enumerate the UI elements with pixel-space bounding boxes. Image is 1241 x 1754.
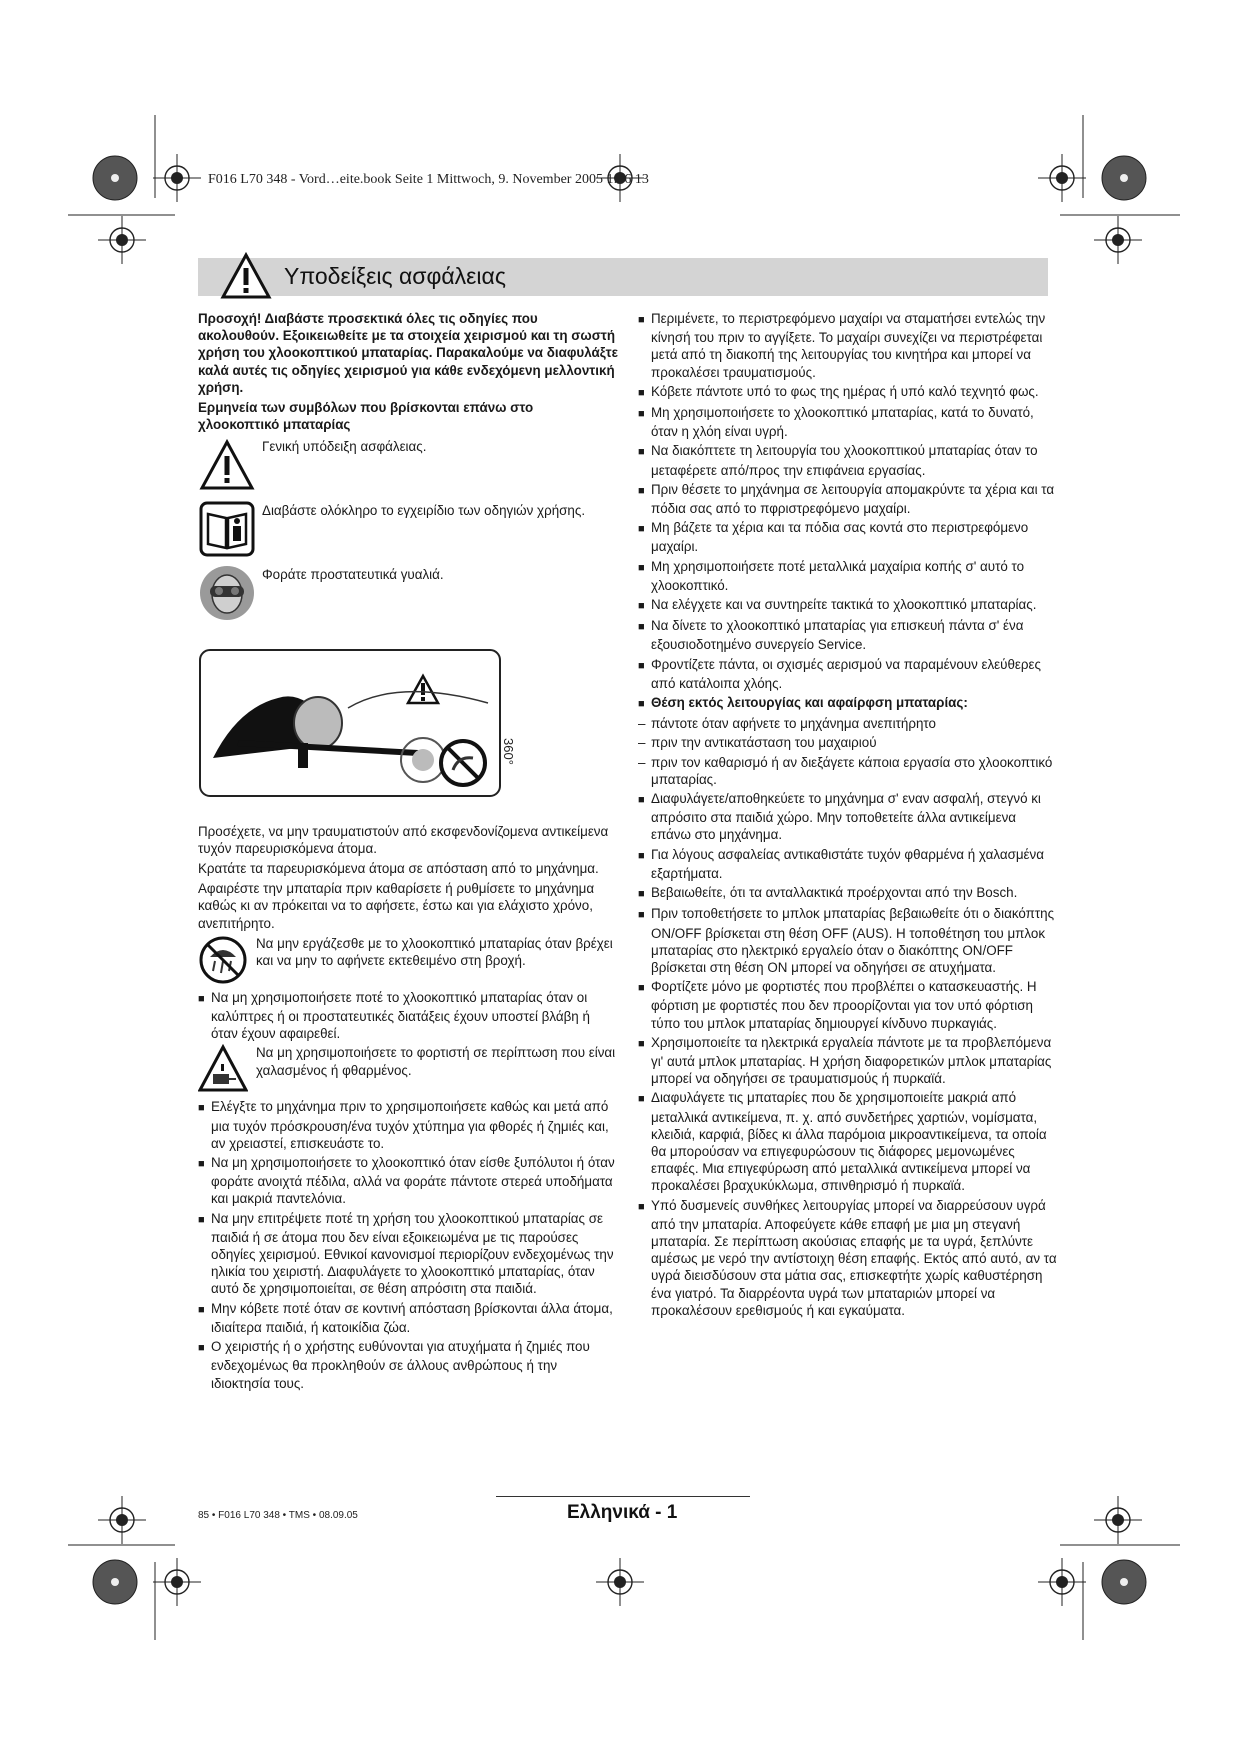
right-column bbox=[638, 310, 1058, 1321]
list-item: ■ Ελέγξτε το μηχάνημα πριν το χρησιμοποιήσετε καθώς και μετά από μια τυχόν πρόσκρουση/ένα τυχόν χτύπημα για φθορές ή ζημιές και, αν χρειαστεί, επισκευάστε το. bbox=[198, 1098, 618, 1152]
crop-mark-top-left bbox=[68, 115, 201, 264]
list-item: ■ Να μην επιτρέψετε ποτέ τη χρήση του χλοοκοπτικού μπαταρίας σε παιδιά ή σε άτομα που δεν είναι εξοικειωμένα με τις παρούσες οδηγίες χειρισμού. Εθνικοί κανονισμοί περιορίζουν ενδεχομένως την ηλικία του χειριστή. Διαφυλάγετε το χλοοκοπτικό μπαταρίας, όταν αυτό δε χρησιμοποιείται, σε θέση απρόσιτη στα παιδιά. bbox=[198, 1210, 618, 1298]
list-item: ■ Να δίνετε το χλοοκοπτικό μπαταρίας για επισκευή πάντα σ' ένα εξουσιοδοτημένο συνεργείο Service. bbox=[638, 617, 1058, 653]
crop-mark-bottom-center bbox=[596, 1558, 644, 1606]
symbols-heading: Ερμηνεία των συμβόλων που βρίσκονται επάνω στο χλοοκοπτικό μπαταρίας bbox=[198, 400, 534, 433]
manual-book-icon bbox=[198, 500, 256, 558]
list-item: ■ Μη χρησιμοποιήσετε ποτέ μεταλλικά μαχαίρια κοπής σ' αυτό το χλοοκοπτικό. bbox=[638, 558, 1058, 594]
paragraph: Αφαιρέστε την μπαταρία πριν καθαρίσετε ή ρυθμίσετε το μηχάνημα καθώς κι αν πρόκειται να το αφήσετε, έστω και για ελάχιστο χρόνο, ανεπιτήρητο. bbox=[198, 881, 595, 931]
warning-triangle-icon bbox=[198, 436, 256, 494]
dash-item: – πριν την αντικατάσταση του μαχαιριού bbox=[638, 734, 1058, 751]
dash-item: – πάντοτε όταν αφήνετε το μηχάνημα ανεπιτήρητο bbox=[638, 715, 1058, 732]
intro-warning: Προσοχή! Διαβάστε προσεκτικά όλες τις οδηγίες που ακολουθούν. Εξοικειωθείτε με τα στοιχεία χειρισμού και τη σωστή χρήση του χλοοκοπτικού μπαταρίας. Παρακαλούμε να διαφυλάξτε καλά αυτές τις οδηγίες χειρισμού για κάθε ενδεχόμενη μελλοντική χρήση. bbox=[198, 311, 619, 395]
symbol-row bbox=[198, 500, 618, 558]
list-item: ■ Ο χειριστής ή ο χρήστης ευθύνονται για ατυχήματα ή ζημιές που ενδεχομένως θα προκληθούν σε άλλους ανθρώπους ή την ιδιοκτησία τους. bbox=[198, 1338, 618, 1392]
list-item: ■ Υπό δυσμενείς συνθήκες λειτουργίας μπορεί να διαρρεύσουν υγρά από την μπαταρία. Αποφεύγετε κάθε επαφή με μια μη στεγανή μπαταρία. Σε περίπτωση ακούσιας επαφής με τα υγρά, ξεπλύντε αμέσως με νερό την αντίστοιχη θέση επαφής. Εκτός από αυτό, αν τα υγρά διεισδύσουν στα μάτια σας, επισκεφτήτε χωρίς καθυστέρηση ένα γιατρό. Τα διαρρέοντα υγρά των μπαταριών μπορεί να προκαλέσουν ερεθισμούς ή και εγκαύματα. bbox=[638, 1197, 1058, 1319]
crop-mark-bottom-left bbox=[68, 1496, 201, 1640]
symbol-description: Διαβάστε ολόκληρο το εγχειρίδιο των οδηγιών χρήσης. bbox=[262, 503, 586, 519]
crop-mark-bottom-right bbox=[1038, 1496, 1180, 1640]
paragraph: Προσέχετε, να μην τραυματιστούν από εκσφενδονίζομενα αντικείμενα τυχόν παρευρισκόμενα άτομα. bbox=[198, 823, 609, 856]
list-item: ■ Να μη χρησιμοποιήσετε το χλοοκοπτικό όταν είσθε ξυπόλυτοι ή όταν φοράτε ανοιχτά πέδιλα, αλλά να φοράτε πάντοτε στερεά υποδήματα και μακριά παντελόνια. bbox=[198, 1154, 618, 1208]
symbol-description: Γενική υπόδειξη ασφάλειας. bbox=[262, 439, 427, 455]
rotation-angle-label: 360° bbox=[501, 738, 516, 766]
battery-removal-heading: ■ Θέση εκτός λειτουργίας και αφαίρφση μπαταρίας: bbox=[638, 694, 1058, 713]
list-item: ■ Φροντίζετε πάντα, οι σχισμές αερισμού να παραμένουν ελεύθερες από κατάλοιπα χλόης. bbox=[638, 656, 1058, 692]
list-item: ■ Χρησιμοποιείτε τα ηλεκτρικά εργαλεία πάντοτε με τα προβλεπόμενα γι' αυτά μπλοκ μπαταρίας. Η χρήση διαφορετικών μπλοκ μπαταρίας μπορεί να οδηγήσει σε τραυματισμούς ή πυρκαϊά. bbox=[638, 1034, 1058, 1088]
rain-warning-row bbox=[198, 935, 618, 985]
list-item: ■ Διαφυλάγετε τις μπαταρίες που δε χρησιμοποιείτε μακριά από μεταλλικά αντικείμενα, π. χ. από συνδετήρες χαρτιών, νομίσματα, κλειδιά, καρφιά, βίδες κι άλλα παρόμοια μικροαντικείμενα, τα οποία θα μπορούσαν να επιγεφυρώσουν τις διάφορες μεμονωμένες επαφές. Μια επιγεφύρωση από μεταλλικά αντικείμενα μπορεί να προκαλέσει βραχυκύκλωμα, σπινθηρισμό ή πυρκαϊά. bbox=[638, 1089, 1058, 1194]
paragraph: Κρατάτε τα παρευρισκόμενα άτομα σε απόσταση από το μηχάνημα. bbox=[198, 861, 599, 877]
list-item: ■ Διαφυλάγετε/αποθηκεύετε το μηχάνημα σ' εναν ασφαλή, στεγνό κι απρόσιτο στα παιδιά χώρο. Μην τοποθετείτε άλλα αντικείμενα επάνω στο μηχάνημα. bbox=[638, 790, 1058, 844]
page-title: Υποδείξεις ασφάλειας bbox=[284, 263, 506, 289]
list-item: ■ Πριν θέσετε το μηχάνημα σε λειτουργία απομακρύντε τα χέρια και τα πόδια σας από το πφριστρεφόμενο μαχαίρι. bbox=[638, 481, 1058, 517]
trimmer-safety-illustration bbox=[198, 648, 618, 808]
symbol-row bbox=[198, 436, 618, 494]
list-item: ■ Μη βάζετε τα χέρια και τα πόδια σας κοντά στο περιστρεφόμενο μαχαίρι. bbox=[638, 519, 1058, 555]
charger-warning-text: Να μη χρησιμοποιήσετε το φορτιστή σε περίπτωση που είναι χαλασμένος ή φθαρμένος. bbox=[256, 1045, 616, 1078]
file-info-header: F016 L70 348 - Vord…eite.book Seite 1 Mittwoch, 9. November 2005 1:46 13 bbox=[208, 172, 649, 187]
list-item: ■ Περιμένετε, το περιστρεφόμενο μαχαίρι να σταματήσει εντελώς την κίνησή του πριν το αγγίξετε. Το μαχαίρι συνεχίζει να περιστρέφεται μετά από τη διακοπή της λειτουργίας του κινητήρα και μπορεί να προκαλέσει τραυματισμούς. bbox=[638, 310, 1058, 381]
list-item: ■ Βεβαιωθείτε, ότι τα ανταλλακτικά προέρχονται από την Bosch. bbox=[638, 884, 1058, 903]
dash-item: – πριν τον καθαρισμό ή αν διεξάγετε κάποια εργασία στο χλοοκοπτικό μπαταρίας. bbox=[638, 754, 1058, 788]
symbol-row bbox=[198, 564, 618, 622]
charger-warning-row bbox=[198, 1044, 618, 1094]
warning-triangle-icon bbox=[220, 252, 272, 300]
list-item: ■ Για λόγους ασφαλείας αντικαθιστάτε τυχόν φθαρμένα ή χαλασμένα εξαρτήματα. bbox=[638, 846, 1058, 882]
symbol-description: Φοράτε προστατευτικά γυαλιά. bbox=[262, 567, 444, 583]
rain-warning-text: Να μην εργάζεσθε με το χλοοκοπτικό μπαταρίας όταν βρέχει και να μην το αφήνετε εκτεθειμένο στη βροχή. bbox=[256, 935, 613, 969]
list-item: ■ Πριν τοποθετήσετε το μπλοκ μπαταρίας βεβαιωθείτε ότι ο διακόπτης ON/OFF βρίσκεται στη θέση OFF (AUS). Η τοποθέτηση του μπλοκ μπαταρίας στο ηλεκτρικό εργαλείο όταν ο διακόπτης ON/OFF βρίσκεται στη θέση ON μπορεί να οδηγήσει σε ατυχήματα. bbox=[638, 905, 1058, 976]
list-item: ■ Να μη χρησιμοποιήσετε ποτέ το χλοοκοπτικό μπαταρίας όταν οι καλύπτρες ή οι προστατευτικές διατάξεις έχουν υποστεί βλάβη ή όταν έχουν αφαιρεθεί. bbox=[198, 989, 618, 1043]
safety-goggles-icon bbox=[198, 564, 256, 622]
crop-mark-top-right bbox=[1038, 115, 1180, 264]
list-item: ■ Φορτίζετε μόνο με φορτιστές που προβλέπει ο κατασκευαστής. Η φόρτιση με φορτιστές που δεν προορίζονται για τον υπό φόρτιση τύπο του μπλοκ μπαταρίας δημιουργεί κίνδυνο πυρκαγιάς. bbox=[638, 978, 1058, 1032]
list-item: ■ Να ελέγχετε και να συντηρείτε τακτικά το χλοοκοπτικό μπαταρίας. bbox=[638, 596, 1058, 615]
left-column bbox=[198, 310, 618, 1394]
title-bar bbox=[198, 258, 1048, 296]
charger-warning-icon bbox=[198, 1044, 248, 1094]
list-item: ■ Κόβετε πάντοτε υπό το φως της ημέρας ή υπό καλό τεχνητό φως. bbox=[638, 383, 1058, 402]
no-rain-icon bbox=[198, 935, 248, 985]
footer-code: 85 • F016 L70 348 • TMS • 08.09.05 bbox=[198, 1510, 358, 1521]
page-number: Ελληνικά - 1 bbox=[567, 1502, 678, 1523]
list-item: ■ Μην κόβετε ποτέ όταν σε κοντινή απόσταση βρίσκονται άλλα άτομα, ιδιαίτερα παιδιά, ή κατοικίδια ζώα. bbox=[198, 1300, 618, 1336]
list-item: ■ Μη χρησιμοποιήσετε το χλοοκοπτικό μπαταρίας, κατά το δυνατό, όταν η χλόη είναι υγρή. bbox=[638, 404, 1058, 440]
list-item: ■ Να διακόπτετε τη λειτουργία του χλοοκοπτικού μπαταρίας όταν το μεταφέρετε από/προς την επιφάνεια εργασίας. bbox=[638, 442, 1058, 478]
footer-divider bbox=[496, 1496, 750, 1497]
